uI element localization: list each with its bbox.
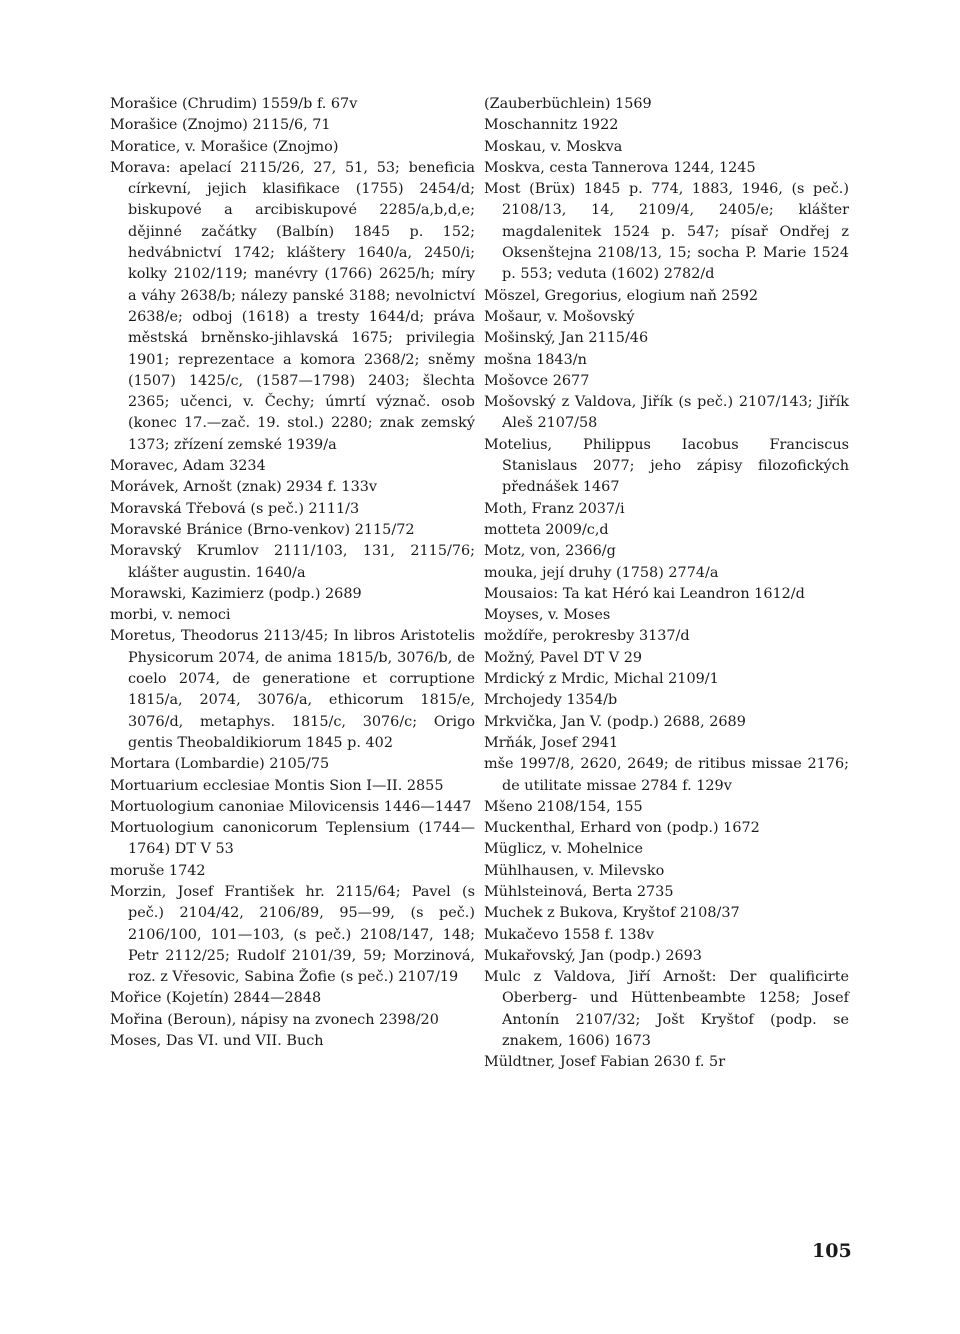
index-entry: Morawski, Kazimierz (podp.) 2689 xyxy=(110,585,362,602)
index-entry: Mukařovský, Jan (podp.) 2693 xyxy=(484,947,702,964)
index-entry: mošna 1843/n xyxy=(484,351,587,368)
index-entry: Möszel, Gregorius, elogium naň 2592 xyxy=(484,287,759,304)
index-entry: Morávek, Arnošt (znak) 2934 f. 133v xyxy=(110,479,378,496)
index-entry: Moses, Das VI. und VII. Buch xyxy=(110,1033,324,1050)
index-entry: moždíře, perokresby 3137/d xyxy=(484,628,690,645)
index-entry: Mortuarium ecclesiae Montis Sion I—II. 2855 xyxy=(110,777,444,794)
index-entry: morbi, v. nemoci xyxy=(110,607,231,624)
index-entry: Moskva, cesta Tannerova 1244, 1245 xyxy=(484,159,756,176)
index-entry: Mrchojedy 1354/b xyxy=(484,692,618,709)
index-entry: (Zauberbüchlein) 1569 xyxy=(484,96,652,112)
index-entry: Mrkvička, Jan V. (podp.) 2688, 2689 xyxy=(484,713,746,730)
index-entry: Mošovce 2677 xyxy=(484,372,590,389)
index-entry: Moravské Bránice (Brno-venkov) 2115/72 xyxy=(110,521,415,538)
index-entry: Moschannitz 1922 xyxy=(484,117,619,134)
index-entry: Mošaur, v. Mošovský xyxy=(484,308,635,325)
index-entry: Mulc z Valdova, Jiří Arnošt: Der qualificirte Oberberg- und Hüttenbeambte 1258; Josef Antonín 2107/32; Jošt Kryštof (podp. se znakem, 1606) 1673 xyxy=(484,969,849,1050)
index-entry: Morzin, Josef František hr. 2115/64; Pavel (s peč.) 2104/42, 2106/89, 95—99, (s peč.) 2106/100, 101—103, (s peč.) 2108/147, 148; Petr 2112/25; Rudolf 2101/39, 59; Morzinová, roz. z Vřesovic, Sabina Žofie (s peč.) 2107/19 xyxy=(110,883,475,986)
index-entry: Motz, von, 2366/g xyxy=(484,543,616,560)
index-entry: Mořice (Kojetín) 2844—2848 xyxy=(110,990,322,1007)
index-entry: Mošovský z Valdova, Jiřík (s peč.) 2107/143; Jiřík Aleš 2107/58 xyxy=(484,394,849,432)
index-entry: Müglicz, v. Mohelnice xyxy=(484,841,644,858)
index-entry: Moravský Krumlov 2111/103, 131, 2115/76; klášter augustin. 1640/a xyxy=(110,543,475,581)
index-entry: Mousaios: Ta kat Héró kai Leandron 1612/d xyxy=(484,585,805,602)
index-entry: Moskau, v. Moskva xyxy=(484,138,623,155)
index-entry: Moravec, Adam 3234 xyxy=(110,458,266,475)
index-entry: Mortuologium canonicorum Teplensium (1744—1764) DT V 53 xyxy=(110,820,475,858)
index-entry: Morava: apelací 2115/26, 27, 51, 53; beneficia církevní, jejich klasifikace (1755) 2454/d; biskupové a arcibiskupové 2285/a,b,d,e; dějinné začátky (Balbín) 1845 p. 152; hedvábnictví 1742; kláštery 1640/a, 2450/i; kolky 2102/119; manévry (1766) 2625/h; míry a váhy 2638/b; nálezy panské 3188; nevolnictví 2638/e; odboj (1618) a tresty 1644/d; práva městská brněnsko-jihlavská 1675; privilegia 1901; reprezentace a komora 2368/2; sněmy (1507) 1425/c, (1587—1798) 2403; šlechta 2365; učenci, v. Čechy; úmrtí význač. osob (konec 17.—zač. 19. stol.) 2280; znak zemský 1373; zřízení zemské 1939/a xyxy=(110,159,475,453)
index-entry: Moravská Třebová (s peč.) 2111/3 xyxy=(110,500,360,517)
index-entry: Motelius, Philippus Iacobus Franciscus Stanislaus 2077; jeho zápisy filozofických přednášek 1467 xyxy=(484,436,849,496)
index-entry: Muckenthal, Erhard von (podp.) 1672 xyxy=(484,820,760,837)
index-entry: Mukačevo 1558 f. 138v xyxy=(484,926,655,943)
index-entry: mouka, její druhy (1758) 2774/a xyxy=(484,564,719,581)
index-entry: Moretus, Theodorus 2113/45; In libros Aristotelis Physicorum 2074, de anima 1815/b, 3076/b, de coelo 2074, de generatione et corruptione 1815/a, 2074, 3076/a, ethicorum 1815/e, 3076/d, metaphys. 1815/c, 3076/c; Origo gentis Theobaldikiorum 1845 p. 402 xyxy=(110,628,475,751)
index-entry: Možný, Pavel DT V 29 xyxy=(484,649,643,666)
index-entry: mše 1997/8, 2620, 2649; de ritibus missae 2176; de utilitate missae 2784 f. 129v xyxy=(484,756,849,794)
index-entry: motteta 2009/c,d xyxy=(484,521,609,538)
index-entry: Mořina (Beroun), nápisy na zvonech 2398/20 xyxy=(110,1011,439,1028)
index-entry: Morašice (Chrudim) 1559/b f. 67v xyxy=(110,96,358,112)
index-entry: Mrdický z Mrdic, Michal 2109/1 xyxy=(484,671,719,688)
index-entry: Mortara (Lombardie) 2105/75 xyxy=(110,756,330,773)
index-entry: moruše 1742 xyxy=(110,862,206,879)
index-entry: Moyses, v. Moses xyxy=(484,607,611,624)
index-entry: Mšeno 2108/154, 155 xyxy=(484,798,643,815)
index-entry: Mortuologium canoniae Milovicensis 1446—1447 xyxy=(110,798,472,815)
index-entry: Moth, Franz 2037/i xyxy=(484,500,625,517)
page-number: 105 xyxy=(812,1240,852,1262)
index-entry: Most (Brüx) 1845 p. 774, 1883, 1946, (s peč.) 2108/13, 14, 2109/4, 2405/e; klášter magdalenitek 1524 p. 547; písař Ondřej z Oksenštejna 2108/13, 15; socha P. Marie 1524 p. 553; veduta (1602) 2782/d xyxy=(484,181,849,283)
index-entry: Müldtner, Josef Fabian 2630 f. 5r xyxy=(484,1054,726,1071)
index-entry: Mühlhausen, v. Milevsko xyxy=(484,862,665,879)
left-index-column xyxy=(110,94,475,1052)
index-entry: Moratice, v. Morašice (Znojmo) xyxy=(110,138,339,155)
index-entry: Mošinský, Jan 2115/46 xyxy=(484,330,649,347)
index-entry: Morašice (Znojmo) 2115/6, 71 xyxy=(110,117,331,134)
index-entry: Mühlsteinová, Berta 2735 xyxy=(484,883,674,900)
index-entry: Mrňák, Josef 2941 xyxy=(484,734,619,751)
right-index-column xyxy=(484,94,849,1074)
index-entry: Muchek z Bukova, Kryštof 2108/37 xyxy=(484,905,740,922)
